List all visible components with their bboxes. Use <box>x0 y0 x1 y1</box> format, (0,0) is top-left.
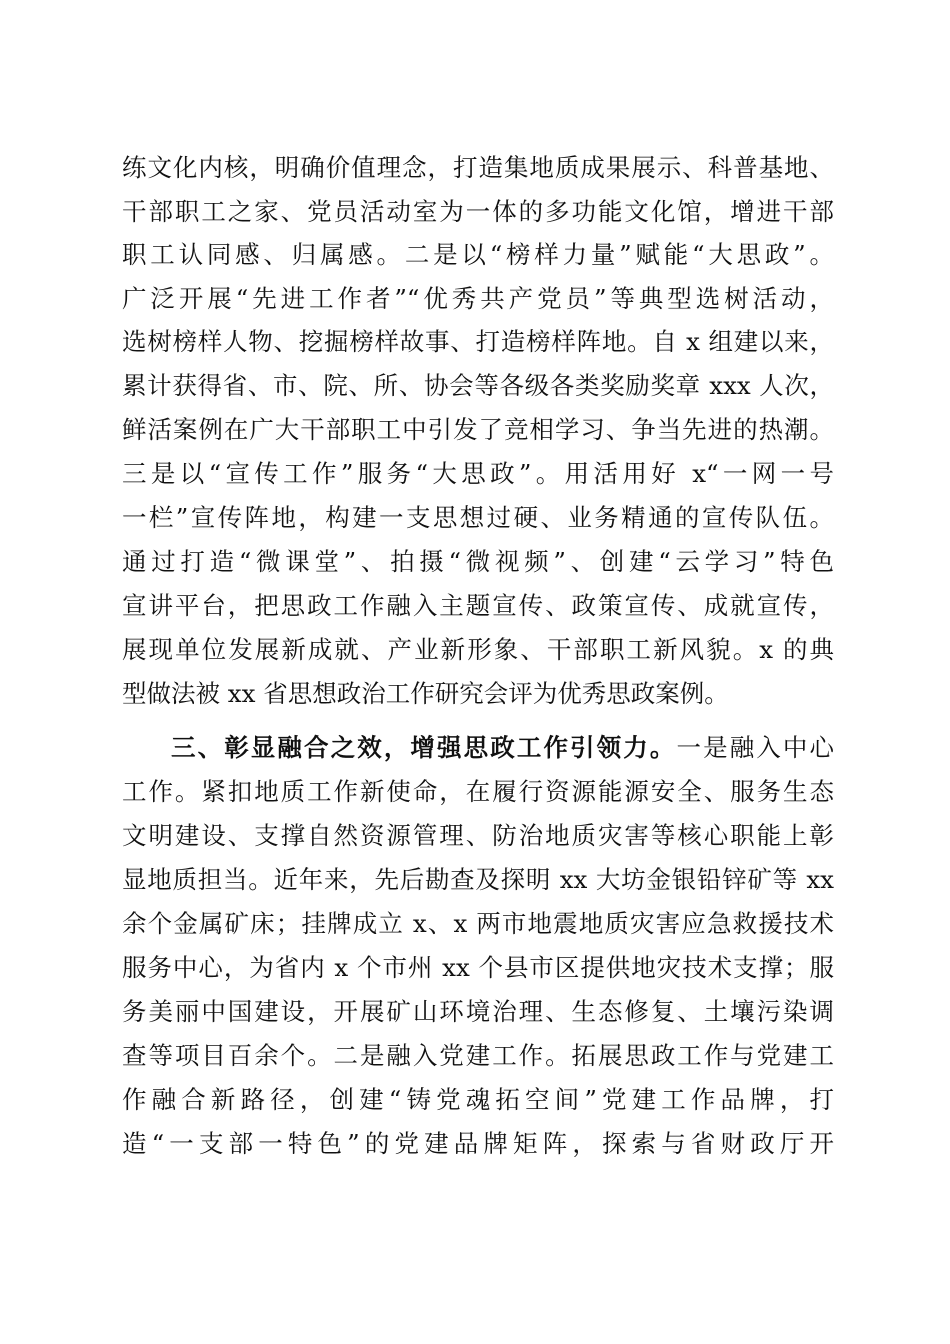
body-text-line: 服务中心，为省内 x 个市州 xx 个县市区提供地灾技术支撑；服 <box>122 953 834 982</box>
body-text-line: 干部职工之家、党员活动室为一体的多功能文化馆，增进干部 <box>122 197 834 226</box>
body-text-line: 宣讲平台，把思政工作融入主题宣传、政策宣传、成就宣传， <box>122 591 834 620</box>
body-text-line: 文明建设、支撑自然资源管理、防治地质灾害等核心职能上彰 <box>122 821 834 850</box>
body-text-line: 务美丽中国建设，开展矿山环境治理、生态修复、土壤污染调 <box>122 997 834 1026</box>
body-text-line: 职工认同感、归属感。二是以“榜样力量”赋能“大思政”。 <box>122 240 834 269</box>
section-heading-line <box>171 726 834 770</box>
body-text-line: 鲜活案例在广大干部职工中引发了竞相学习、争当先进的热潮。 <box>122 415 834 444</box>
body-text-line: 工作。紧扣地质工作新使命，在履行资源能源安全、服务生态 <box>122 777 834 806</box>
body-text-line: 三是以“宣传工作”服务“大思政”。用活用好 x“一网一号 <box>122 459 834 488</box>
body-text-line: 累计获得省、市、院、所、协会等各级各类奖励奖章 xxx 人次， <box>122 371 834 400</box>
body-text-line: 型做法被 xx 省思想政治工作研究会评为优秀思政案例。 <box>122 679 729 708</box>
body-text-line: 展现单位发展新成就、产业新形象、干部职工新风貌。x 的典 <box>122 635 834 664</box>
section-heading: 三、彰显融合之效，增强思政工作引领力。 <box>171 733 677 762</box>
body-text-line: 余个金属矿床；挂牌成立 x、x 两市地震地质灾害应急救援技术 <box>122 909 834 938</box>
body-text-line: 查等项目百余个。二是融入党建工作。拓展思政工作与党建工 <box>122 1041 834 1070</box>
body-text-line: 广泛开展“先进工作者”“优秀共产党员”等典型选树活动， <box>122 284 834 313</box>
body-text-line: 一栏”宣传阵地，构建一支思想过硬、业务精通的宣传队伍。 <box>122 503 834 532</box>
body-text-line: 作融合新路径，创建“铸党魂拓空间”党建工作品牌，打 <box>122 1085 834 1114</box>
body-text-line: 选树榜样人物、挖掘榜样故事、打造榜样阵地。自 x 组建以来， <box>122 327 834 356</box>
body-text-segment: 一是融入中心 <box>676 733 835 762</box>
body-text-line: 练文化内核，明确价值理念，打造集地质成果展示、科普基地、 <box>122 153 834 182</box>
body-text-line: 显地质担当。近年来，先后勘查及探明 xx 大坊金银铅锌矿等 xx <box>122 865 834 894</box>
body-text-line: 造“一支部一特色”的党建品牌矩阵，探索与省财政厅开 <box>122 1129 834 1158</box>
body-text-line: 通过打造“微课堂”、拍摄“微视频”、创建“云学习”特色 <box>122 547 834 576</box>
